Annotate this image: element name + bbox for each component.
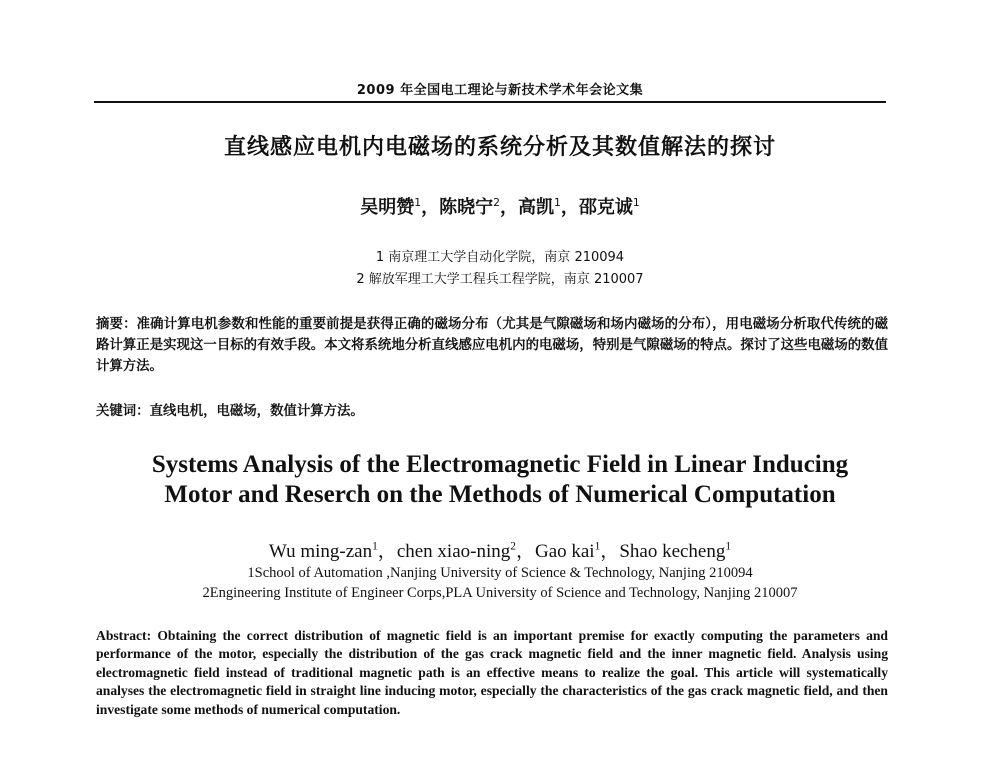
chinese-abstract-text: 准确计算电机参数和性能的重要前提是获得正确的磁场分布（尤其是气隙磁场和场内磁场的分布），用电磁场分析取代传统的磁路计算正是实现这一目标的有效手段。本文将系统地分析直线感应电机内的电磁场，特别是气隙磁场的特点。探讨了这些电磁场的数值计算方法。 <box>96 317 889 374</box>
author-name: Shao kecheng <box>619 541 726 562</box>
chinese-abstract <box>96 314 888 377</box>
header-rule <box>94 101 886 103</box>
chinese-keywords <box>96 400 888 419</box>
english-title-line-2: Motor and Reserch on the Methods of Numerical Computation <box>164 481 836 508</box>
chinese-authors <box>0 193 1000 219</box>
english-abstract-label: Abstract: <box>96 628 152 643</box>
chinese-title: 直线感应电机内电磁场的系统分析及其数值解法的探讨 <box>223 135 776 160</box>
author-separator: ， <box>600 541 620 562</box>
author-affil-mark: 1 <box>632 196 640 209</box>
author-affil-mark: 1 <box>594 540 601 553</box>
author-name: 陈晓宁 <box>439 197 494 218</box>
chinese-affiliation-2: 2 解放军理工大学工程兵工程学院，南京 210007 <box>356 272 644 287</box>
author-affil-mark: 2 <box>493 196 500 209</box>
english-affiliation-1: 1School of Automation ,Nanjing University of Science & Technology, Nanjing 210094 <box>247 565 753 581</box>
author-separator: ， <box>560 197 579 218</box>
author-affil-mark: 1 <box>372 540 378 553</box>
chinese-affiliation-1: 1 南京理工大学自动化学院，南京 210094 <box>375 250 625 265</box>
author-affil-mark: 1 <box>414 196 422 209</box>
english-title-line-1: Systems Analysis of the Electromagnetic Field in Linear Inducing <box>151 451 849 478</box>
author-name: Wu ming-zan <box>268 541 373 562</box>
author-affil-mark: 2 <box>510 540 516 553</box>
author-name: 吴明赞 <box>360 197 415 218</box>
author-name: chen xiao-ning <box>396 541 511 562</box>
author-name: 邵克诚 <box>578 197 633 218</box>
author-name: 高凯 <box>518 197 554 218</box>
running-head: 2009 年全国电工理论与新技术学术年会论文集 <box>356 83 644 98</box>
english-title <box>0 450 1000 510</box>
author-name: Gao kai <box>534 541 595 562</box>
english-abstract <box>96 627 888 719</box>
english-abstract-text: Obtaining the correct distribution of magnetic field is an important premise for exactly computing the parameters and performance of the motor, especially the distribution of the gas crack magnetic field and the inner magnetic field. Analysis using electromagnetic field instead of traditional magnetic path is an effective means to realize the goal. This article will systematically analyses the electromagnetic field in straight line inducing motor, especially the characteristics of the gas crack magnetic field, and then investigate some methods of numerical computation. <box>96 628 888 717</box>
chinese-keywords-text: 直线电机，电磁场，数值计算方法。 <box>149 404 364 419</box>
author-separator: ， <box>377 541 397 562</box>
english-affiliation-2: 2Engineering Institute of Engineer Corps,PLA University of Science and Technology, Nanjing 210007 <box>202 585 798 601</box>
author-separator: ， <box>421 197 440 218</box>
author-separator: ， <box>500 197 518 218</box>
author-affil-mark: 1 <box>554 196 561 209</box>
english-authors <box>0 536 1000 563</box>
chinese-abstract-label: 摘要： <box>96 317 137 332</box>
author-separator: ， <box>515 541 535 562</box>
author-affil-mark: 1 <box>725 540 732 553</box>
chinese-keywords-label: 关键词： <box>96 404 150 419</box>
